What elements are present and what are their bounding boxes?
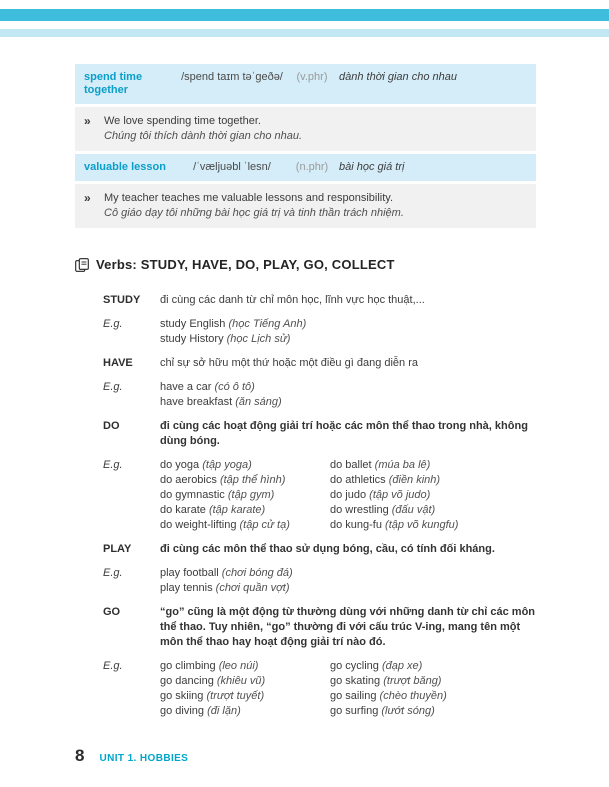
flashcards-icon (75, 258, 89, 272)
example-lines-two-col (160, 659, 536, 719)
double-arrow-icon: » (84, 114, 91, 128)
verb-definition: “go” cũng là một động từ thường dùng với những danh từ chỉ các môn thể thao. Tuy nhiên, “go” thường đi với cấu trúc V-ing, mang tên một môn thể thao hay hoạt động giải trí nào đó. (160, 606, 536, 648)
example-en: have a car (160, 381, 212, 393)
example-lines-two-col (160, 458, 536, 533)
example-item (330, 674, 536, 689)
example-item (330, 473, 536, 488)
example-item (160, 473, 330, 488)
example-item (160, 380, 536, 395)
example-en: study English (160, 318, 226, 330)
example-english: My teacher teaches me valuable lessons and responsibility. (104, 192, 394, 204)
double-arrow-icon: » (84, 191, 91, 205)
example-item (160, 704, 330, 719)
example-en: have breakfast (160, 396, 233, 408)
vocab-meaning: dành thời gian cho nhau (339, 71, 457, 83)
verb-definition: chỉ sự sở hữu một thứ hoặc một điều gì đang diễn ra (160, 357, 418, 369)
example-vi-note: (tập thể hình) (219, 474, 286, 486)
example-item (160, 674, 330, 689)
example-item (160, 488, 330, 503)
vocab-example (104, 114, 302, 144)
vocab-row (75, 64, 536, 104)
verbs-list (103, 293, 536, 719)
example-block (103, 458, 536, 533)
unit-title: UNIT 1. HOBBIES (99, 753, 189, 764)
verb-block-do (103, 419, 536, 449)
example-en: do wrestling (330, 504, 389, 516)
verb-block-have (103, 356, 536, 371)
example-item (330, 488, 536, 503)
example-vi-note: (tập karate) (208, 504, 266, 516)
example-en: study History (160, 333, 224, 345)
verbs-section-title: Verbs: STUDY, HAVE, DO, PLAY, GO, COLLECT (96, 257, 395, 272)
example-en: go skating (330, 675, 381, 687)
example-en: do karate (160, 504, 206, 516)
example-en: do gymnastic (160, 489, 225, 501)
example-en: do kung-fu (330, 519, 382, 531)
example-column-left (160, 659, 330, 719)
example-vi-note: (đấu vật) (391, 504, 436, 516)
example-vi-note: (chơi bóng đá) (221, 567, 293, 579)
example-vi-note: (học Tiếng Anh) (228, 318, 307, 330)
example-lines (160, 566, 536, 596)
verb-term: GO (103, 606, 121, 618)
example-en: go sailing (330, 690, 377, 702)
example-en: do judo (330, 489, 367, 501)
vocab-example-row (75, 107, 536, 151)
verb-definition: đi cùng các danh từ chỉ môn học, lĩnh vực học thuật,... (160, 294, 425, 306)
example-block (103, 380, 536, 410)
vocab-phonetic: /spend taɪm təˈgeðə/ (181, 71, 283, 83)
vocab-part-of-speech: (v.phr) (296, 71, 328, 83)
example-vi-note: (đi lặn) (207, 705, 241, 717)
vocab-word: valuable lesson (84, 161, 166, 173)
example-item (160, 659, 330, 674)
example-block (103, 566, 536, 596)
example-vi-note: (học Lịch sử) (226, 333, 291, 345)
verb-term: DO (103, 420, 120, 432)
example-vi-note: (điền kinh) (388, 474, 441, 486)
example-vi-note: (leo núi) (218, 660, 259, 672)
example-item (160, 332, 536, 347)
example-en: play tennis (160, 582, 213, 594)
example-lines (160, 380, 536, 410)
verb-block-study (103, 293, 536, 308)
example-vi-note: (chèo thuyền) (379, 690, 447, 702)
verb-term: PLAY (103, 543, 132, 555)
example-vi-note: (tập gym) (227, 489, 275, 501)
example-column-right (330, 659, 536, 719)
example-vi-note: (múa ba lê) (374, 459, 431, 471)
example-label: E.g. (103, 381, 123, 393)
example-item (330, 503, 536, 518)
example-item (160, 503, 330, 518)
verbs-section-heading (75, 257, 536, 272)
example-item (160, 518, 330, 533)
example-block (103, 659, 536, 719)
example-item (330, 689, 536, 704)
verb-definition: đi cùng các hoạt động giải trí hoặc các môn thể thao trong nhà, không dùng bóng. (160, 420, 528, 447)
example-item (330, 659, 536, 674)
verb-term: STUDY (103, 294, 141, 306)
example-en: do aerobics (160, 474, 217, 486)
example-vi-note: (đạp xe) (381, 660, 423, 672)
example-label: E.g. (103, 318, 123, 330)
example-en: go cycling (330, 660, 379, 672)
example-en: play football (160, 567, 219, 579)
example-item (330, 704, 536, 719)
example-block (103, 317, 536, 347)
example-en: go dancing (160, 675, 214, 687)
example-english: We love spending time together. (104, 115, 261, 127)
example-vi-note: (tập võ kungfu) (385, 519, 459, 531)
example-vi-note: (lướt sóng) (381, 705, 435, 717)
example-vi-note: (tập yoga) (202, 459, 252, 471)
example-item (160, 689, 330, 704)
example-item (160, 458, 330, 473)
example-en: do yoga (160, 459, 200, 471)
verb-term: HAVE (103, 357, 133, 369)
example-en: do ballet (330, 459, 372, 471)
example-en: do athletics (330, 474, 386, 486)
example-column-right (330, 458, 536, 533)
example-item (330, 458, 536, 473)
example-item (160, 395, 536, 410)
header-stripe-primary (0, 9, 609, 21)
example-vi-note: (ăn sáng) (235, 396, 282, 408)
vocab-entry (75, 64, 536, 151)
vocab-entry (75, 154, 536, 228)
example-label: E.g. (103, 567, 123, 579)
vocab-meaning: bài học giá trị (339, 161, 405, 173)
example-label: E.g. (103, 459, 123, 471)
example-en: go climbing (160, 660, 216, 672)
vocab-part-of-speech: (n.phr) (295, 161, 329, 173)
example-vi-note: (khiêu vũ) (216, 675, 266, 687)
example-vi-note: (chơi quần vợt) (215, 582, 290, 594)
example-en: go diving (160, 705, 205, 717)
verb-definition: đi cùng các môn thể thao sử dụng bóng, cầu, có tính đối kháng. (160, 543, 495, 555)
vocab-phonetic: /ˈvæljuəbl ˈlesn/ (193, 161, 271, 173)
page-number: 8 (75, 746, 85, 765)
example-lines (160, 317, 536, 347)
example-label: E.g. (103, 660, 123, 672)
page-content (75, 64, 536, 728)
example-vi-note: (có ô tô) (214, 381, 255, 393)
example-en: do weight-lifting (160, 519, 237, 531)
example-item (160, 581, 536, 596)
example-vi-note: (tập võ judo) (369, 489, 431, 501)
example-vietnamese: Cô giáo dạy tôi những bài học giá trị và tinh thần trách nhiệm. (104, 207, 404, 219)
example-item (160, 317, 536, 332)
example-column-left (160, 458, 330, 533)
example-item (330, 518, 536, 533)
vocab-example-row (75, 184, 536, 228)
example-en: go skiing (160, 690, 204, 702)
header-stripe-secondary (0, 29, 609, 37)
example-vi-note: (trượt tuyết) (206, 690, 265, 702)
example-item (160, 566, 536, 581)
vocab-word: spend time together (84, 71, 143, 96)
example-vi-note: (trượt băng) (383, 675, 442, 687)
verb-block-play (103, 542, 536, 557)
example-en: go surfing (330, 705, 379, 717)
vocab-example (104, 191, 404, 221)
verb-block-go (103, 605, 536, 650)
example-vi-note: (tập cử tạ) (239, 519, 290, 531)
vocab-row (75, 154, 536, 181)
example-vietnamese: Chúng tôi thích dành thời gian cho nhau. (104, 130, 303, 142)
page-footer (75, 746, 188, 766)
